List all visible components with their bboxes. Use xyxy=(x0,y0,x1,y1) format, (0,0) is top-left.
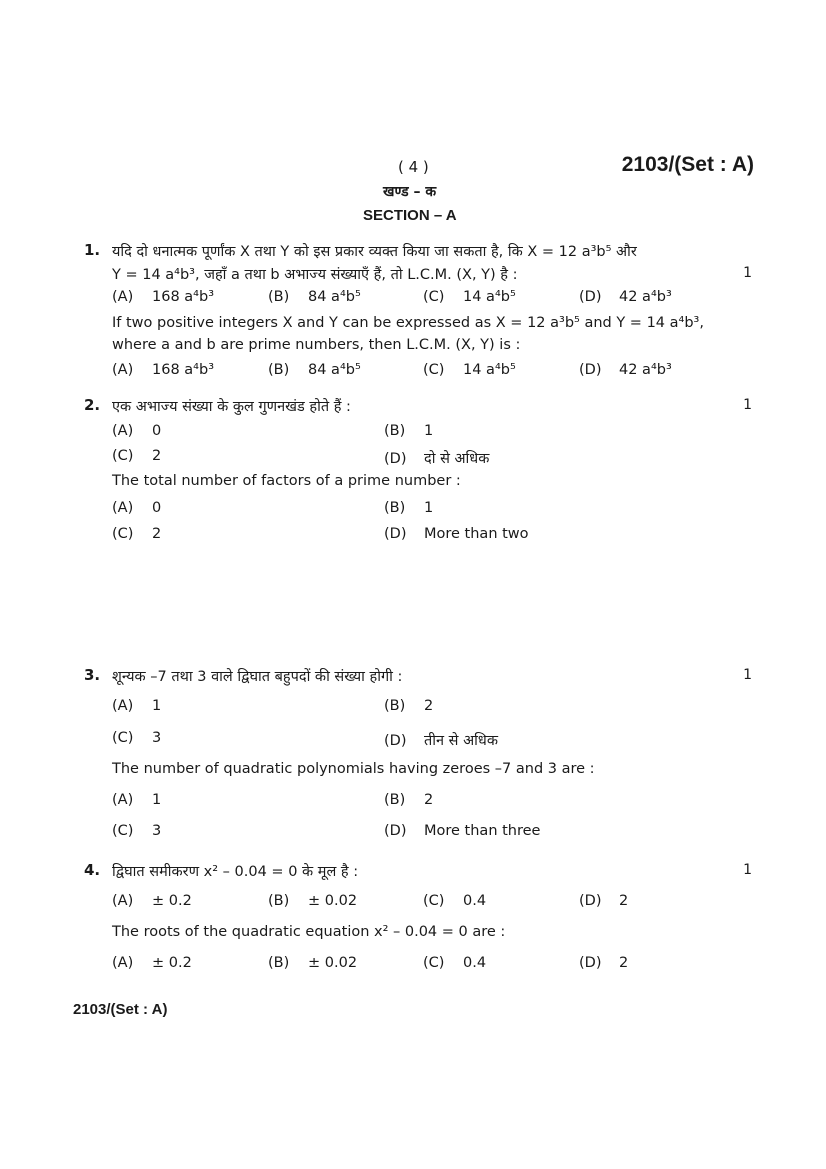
option-label: (A) xyxy=(112,289,134,305)
option-a-english xyxy=(112,792,161,808)
option-d-english xyxy=(384,526,529,542)
section-title-english: SECTION – A xyxy=(363,207,457,224)
option-text: 0 xyxy=(152,423,162,439)
option-label: (B) xyxy=(268,893,290,909)
option-c-hindi xyxy=(112,730,161,746)
option-a-hindi xyxy=(112,289,214,305)
option-text: दो से अधिक xyxy=(424,451,490,467)
option-text: 0 xyxy=(152,500,162,516)
question-text-english: The roots of the quadratic equation x² – 0.04 = 0 are : xyxy=(112,924,506,940)
question-text-hindi: एक अभाज्य संख्या के कुल गुणनखंड होते हैं : xyxy=(112,399,351,415)
option-label: (B) xyxy=(384,500,406,516)
option-label: (A) xyxy=(112,893,134,909)
question-number: 1. xyxy=(84,241,101,259)
paper-code-header: 2103/(Set : A) xyxy=(621,153,754,176)
option-label: (D) xyxy=(384,526,407,542)
option-a-hindi xyxy=(112,698,161,714)
option-label: (B) xyxy=(268,955,290,971)
option-label: (D) xyxy=(384,733,407,749)
option-d-hindi xyxy=(384,448,489,468)
option-a-english xyxy=(112,500,161,516)
option-label: (A) xyxy=(112,423,134,439)
option-label: (C) xyxy=(112,448,134,464)
option-d-english xyxy=(579,362,672,378)
question-marks: 1 xyxy=(743,265,752,281)
option-text: ± 0.02 xyxy=(308,893,358,909)
option-d-english xyxy=(579,955,628,971)
option-label: (D) xyxy=(579,362,602,378)
option-label: (C) xyxy=(112,823,134,839)
option-text: ± 0.2 xyxy=(152,955,192,971)
option-label: (B) xyxy=(268,362,290,378)
question-text-english: The total number of factors of a prime number : xyxy=(112,473,461,489)
option-d-hindi xyxy=(384,730,498,750)
option-a-english xyxy=(112,362,214,378)
option-label: (D) xyxy=(579,893,602,909)
option-b-english xyxy=(268,955,357,971)
option-text: 1 xyxy=(424,500,434,516)
question-text-english: If two positive integers X and Y can be expressed as X = 12 a³b⁵ and Y = 14 a⁴b³, xyxy=(112,315,704,331)
option-text: 2 xyxy=(152,526,162,542)
option-b-english xyxy=(268,362,361,378)
option-label: (A) xyxy=(112,698,134,714)
option-text: 3 xyxy=(152,823,162,839)
option-c-hindi xyxy=(112,448,161,464)
option-label: (B) xyxy=(384,423,406,439)
option-c-english xyxy=(112,526,161,542)
option-text: 3 xyxy=(152,730,162,746)
option-label: (D) xyxy=(579,955,602,971)
question-number: 3. xyxy=(84,666,101,684)
option-text: 168 a⁴b³ xyxy=(152,289,215,305)
option-label: (C) xyxy=(112,526,134,542)
option-text: 84 a⁴b⁵ xyxy=(308,362,361,378)
option-text: 14 a⁴b⁵ xyxy=(463,362,516,378)
question-number: 4. xyxy=(84,861,101,879)
option-label: (D) xyxy=(384,451,407,467)
option-label: (A) xyxy=(112,362,134,378)
option-c-english xyxy=(423,362,516,378)
option-label: (C) xyxy=(423,955,445,971)
option-d-english xyxy=(384,823,540,839)
option-b-hindi xyxy=(384,423,433,439)
option-text: 2 xyxy=(424,792,434,808)
option-text: 2 xyxy=(619,955,629,971)
question-text-english: The number of quadratic polynomials having zeroes –7 and 3 are : xyxy=(112,761,595,777)
option-label: (C) xyxy=(423,289,445,305)
option-label: (D) xyxy=(384,823,407,839)
option-c-english xyxy=(423,955,486,971)
option-text: 2 xyxy=(152,448,162,464)
question-marks: 1 xyxy=(743,397,752,413)
option-text: More than three xyxy=(424,823,541,839)
option-b-hindi xyxy=(268,893,357,909)
option-text: ± 0.02 xyxy=(308,955,358,971)
question-marks: 1 xyxy=(743,862,752,878)
option-label: (B) xyxy=(384,698,406,714)
option-d-hindi xyxy=(579,289,672,305)
option-label: (B) xyxy=(268,289,290,305)
option-text: 1 xyxy=(424,423,434,439)
question-number: 2. xyxy=(84,396,101,414)
option-a-hindi xyxy=(112,893,192,909)
option-label: (C) xyxy=(112,730,134,746)
option-a-hindi xyxy=(112,423,161,439)
question-marks: 1 xyxy=(743,667,752,683)
option-b-english xyxy=(384,500,433,516)
option-text: 0.4 xyxy=(463,893,487,909)
question-text-hindi: शून्यक –7 तथा 3 वाले द्विघात बहुपदों की संख्या होगी : xyxy=(112,669,403,685)
option-label: (B) xyxy=(384,792,406,808)
section-title-hindi: खण्ड – क xyxy=(383,184,437,200)
option-a-english xyxy=(112,955,192,971)
paper-code-footer: 2103/(Set : A) xyxy=(73,1001,168,1018)
option-text: 84 a⁴b⁵ xyxy=(308,289,361,305)
option-label: (A) xyxy=(112,955,134,971)
option-label: (C) xyxy=(423,362,445,378)
option-text: 0.4 xyxy=(463,955,487,971)
option-b-hindi xyxy=(384,698,433,714)
option-text: 1 xyxy=(152,698,162,714)
option-text: 168 a⁴b³ xyxy=(152,362,215,378)
option-label: (D) xyxy=(579,289,602,305)
option-text: 42 a⁴b³ xyxy=(619,289,672,305)
option-c-hindi xyxy=(423,893,486,909)
option-text: ± 0.2 xyxy=(152,893,192,909)
option-b-english xyxy=(384,792,433,808)
option-label: (A) xyxy=(112,792,134,808)
question-text-english: where a and b are prime numbers, then L.C.M. (X, Y) is : xyxy=(112,337,521,353)
page-number: ( 4 ) xyxy=(398,158,429,176)
option-c-hindi xyxy=(423,289,516,305)
option-text: More than two xyxy=(424,526,529,542)
option-text: 42 a⁴b³ xyxy=(619,362,672,378)
option-text: 2 xyxy=(424,698,434,714)
option-label: (C) xyxy=(423,893,445,909)
option-d-hindi xyxy=(579,893,628,909)
option-text: 1 xyxy=(152,792,162,808)
option-text: 2 xyxy=(619,893,629,909)
question-text-hindi: यदि दो धनात्मक पूर्णांक X तथा Y को इस प्रकार व्यक्त किया जा सकता है, कि X = 12 a³b⁵ और xyxy=(112,244,637,260)
option-c-english xyxy=(112,823,161,839)
option-text: 14 a⁴b⁵ xyxy=(463,289,516,305)
option-b-hindi xyxy=(268,289,361,305)
option-label: (A) xyxy=(112,500,134,516)
question-text-hindi: Y = 14 a⁴b³, जहाँ a तथा b अभाज्य संख्याएँ हैं, तो L.C.M. (X, Y) है : xyxy=(112,267,518,283)
option-text: तीन से अधिक xyxy=(424,733,498,749)
question-text-hindi: द्विघात समीकरण x² – 0.04 = 0 के मूल है : xyxy=(112,864,359,880)
